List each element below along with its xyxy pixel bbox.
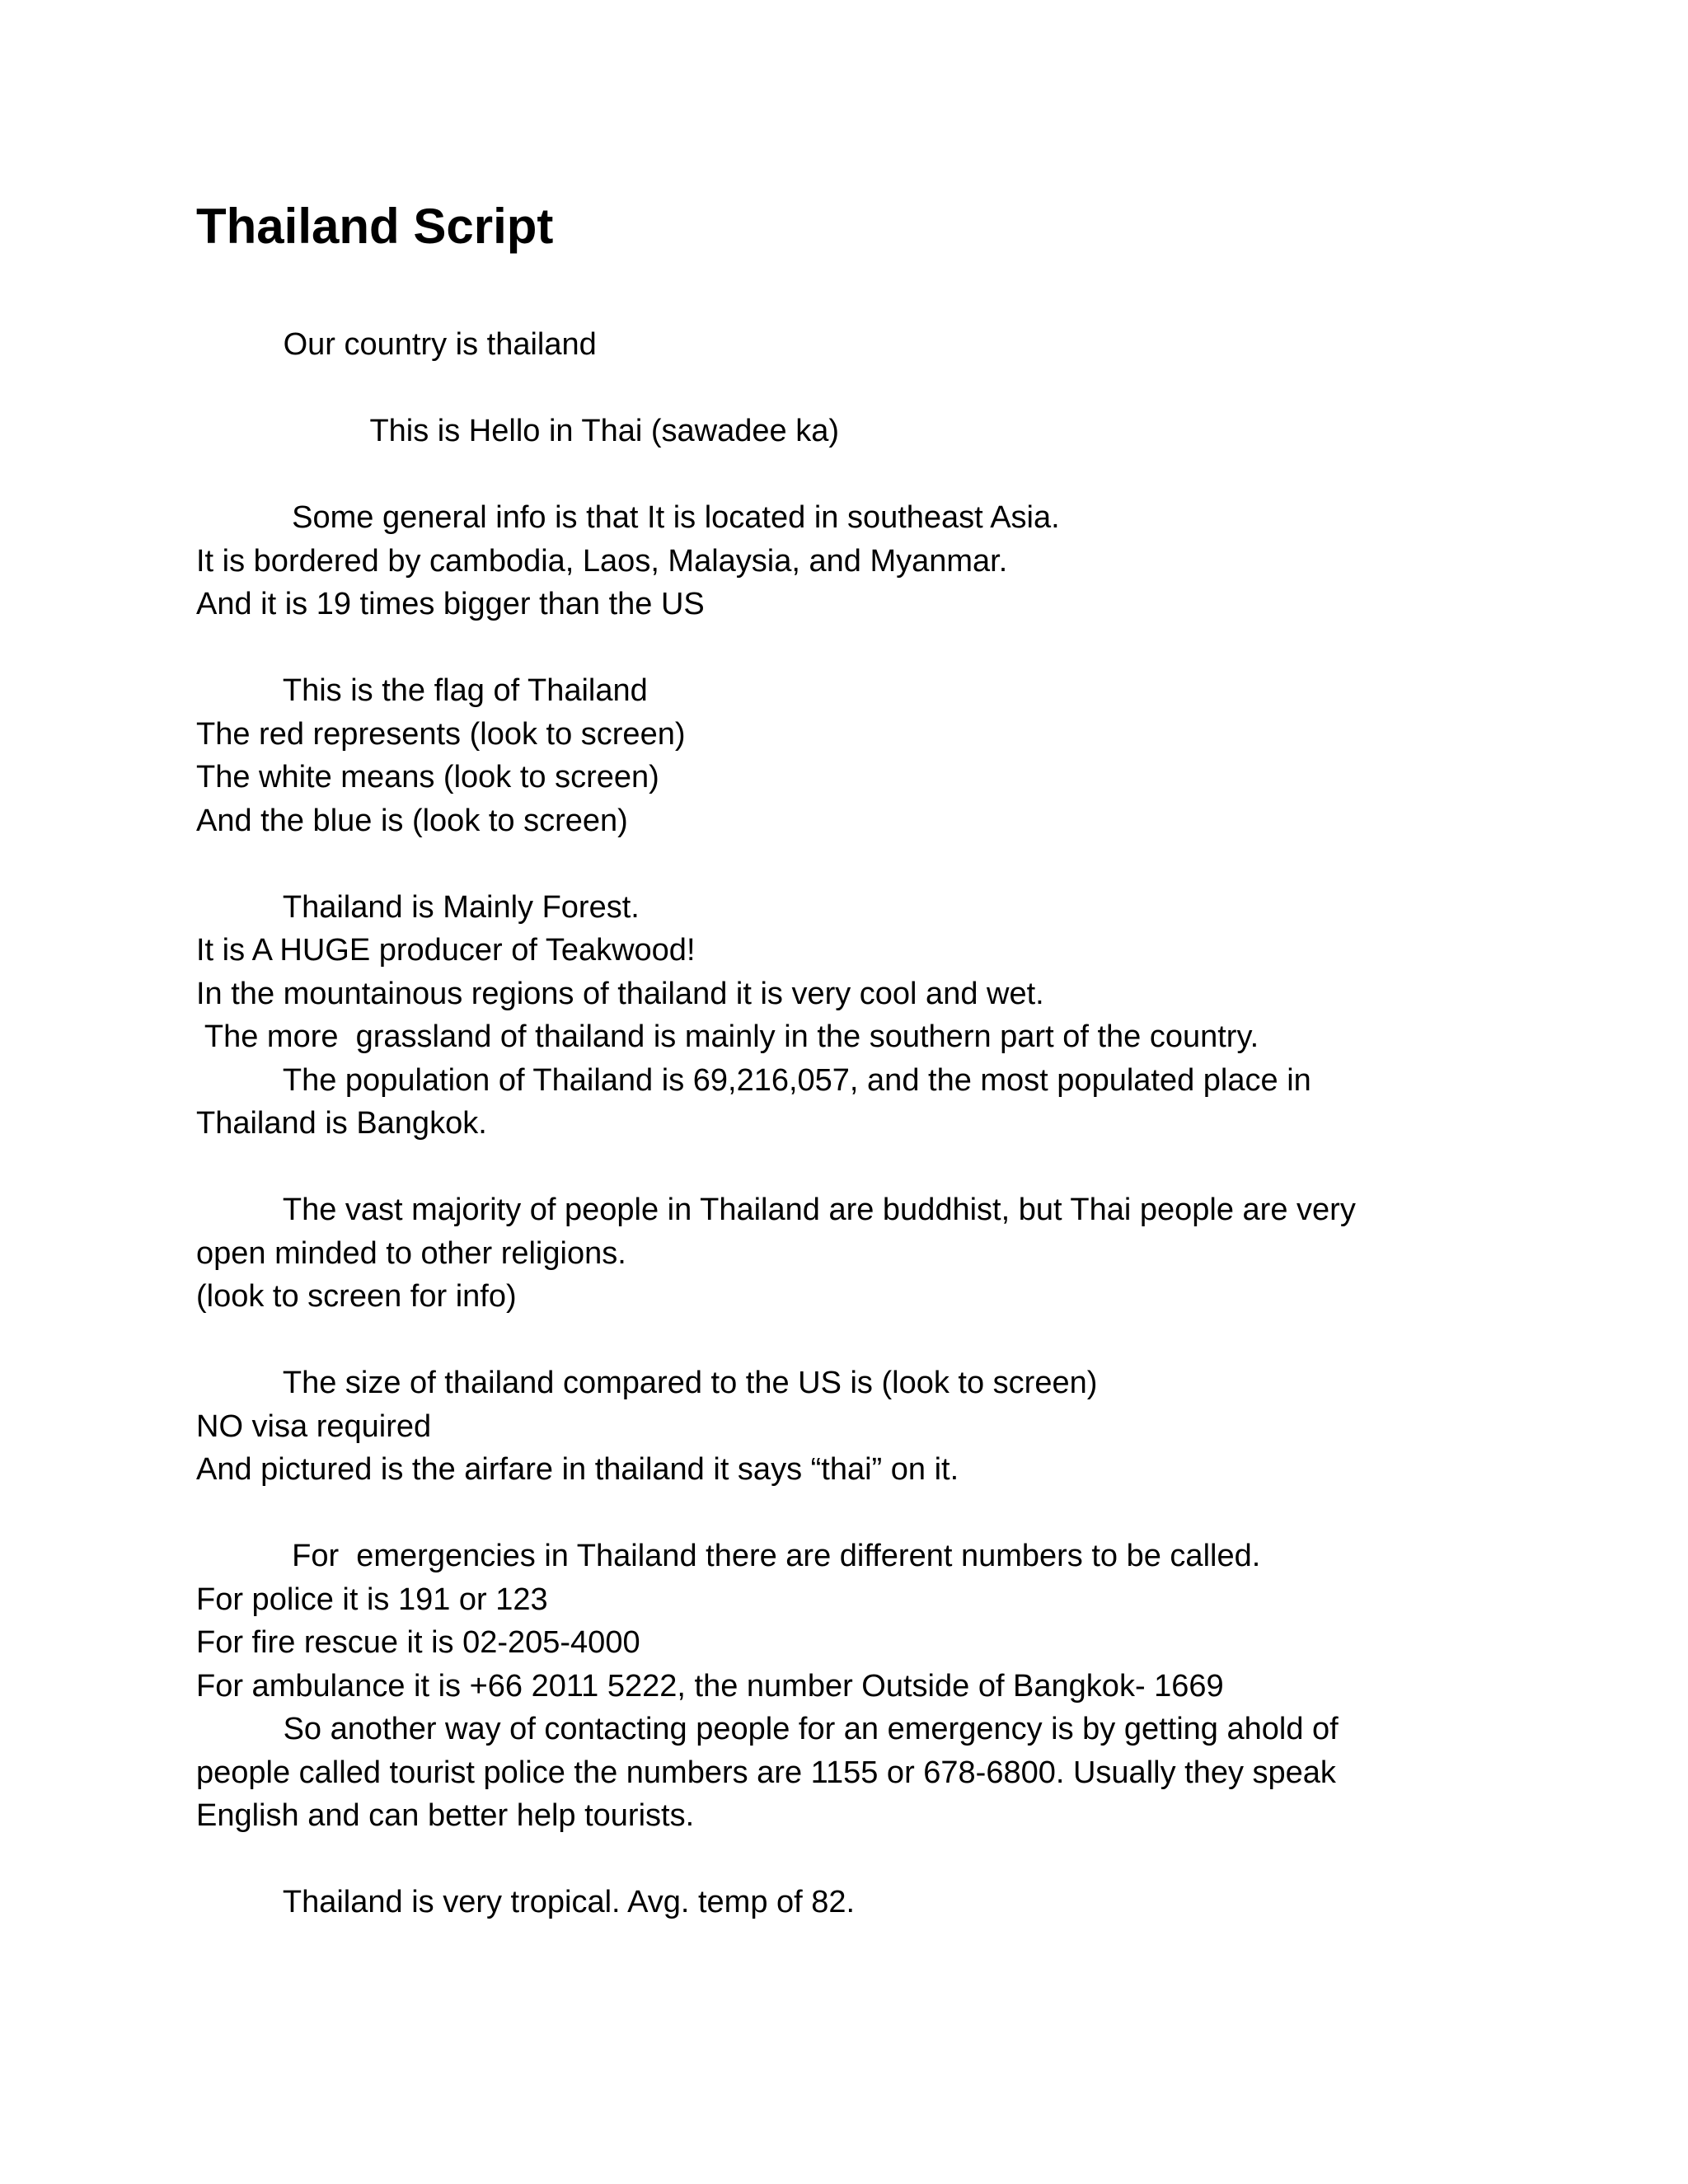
text-line: And the blue is (look to screen) xyxy=(196,803,628,838)
text-line: NO visa required xyxy=(196,1408,432,1444)
text-line: For ambulance it is +66 2011 5222, the number Outside of Bangkok- 1669 xyxy=(196,1668,1224,1704)
text-line: Thailand is Bangkok. xyxy=(196,1106,487,1141)
text-line: The white means (look to screen) xyxy=(196,760,659,794)
text-line: In the mountainous regions of thailand it is very cool and wet. xyxy=(196,976,1044,1011)
text-line xyxy=(196,1838,1531,1882)
text-line xyxy=(196,367,1531,410)
text-line: So another way of contacting people for an emergency is by getting ahold of xyxy=(196,1712,1339,1746)
text-line: It is A HUGE producer of Teakwood! xyxy=(196,933,696,968)
text-line xyxy=(196,626,1531,670)
text-line xyxy=(196,842,1531,886)
text-line: This is Hello in Thai (sawadee ka) xyxy=(196,414,840,448)
text-line: For emergencies in Thailand there are different numbers to be called. xyxy=(196,1539,1261,1573)
text-line: English and can better help tourists. xyxy=(196,1798,695,1833)
text-line xyxy=(196,1146,1531,1189)
text-line: Thailand is Mainly Forest. xyxy=(196,889,640,925)
text-line: Thailand is very tropical. Avg. temp of 82. xyxy=(196,1885,856,1919)
document-title: Thailand Script xyxy=(196,199,554,254)
text-line: The size of thailand compared to the US is (look to screen) xyxy=(196,1366,1098,1400)
text-line: And it is 19 times bigger than the US xyxy=(196,587,705,621)
text-line: This is the flag of Thailand xyxy=(196,673,648,708)
text-line: open minded to other religions. xyxy=(196,1235,626,1271)
text-line: It is bordered by cambodia, Laos, Malaysia, and Myanmar. xyxy=(196,543,1008,579)
text-line: The red represents (look to screen) xyxy=(196,716,686,752)
text-line: Some general info is that It is located in southeast Asia. xyxy=(196,500,1060,535)
text-line: The population of Thailand is 69,216,057, and the most populated place in xyxy=(196,1062,1311,1098)
text-line: For police it is 191 or 123 xyxy=(196,1582,548,1617)
text-line: (look to screen for info) xyxy=(196,1279,517,1314)
text-line xyxy=(196,1492,1531,1535)
text-line: And pictured is the airfare in thailand it says “thai” on it. xyxy=(196,1452,959,1487)
text-line: The more grassland of thailand is mainly in the southern part of the country. xyxy=(196,1019,1259,1054)
text-line xyxy=(196,453,1531,497)
text-line: For fire rescue it is 02-205-4000 xyxy=(196,1625,640,1660)
text-line: Our country is thailand xyxy=(196,327,597,362)
text-line: The vast majority of people in Thailand are buddhist, but Thai people are very xyxy=(196,1193,1356,1227)
document-body xyxy=(196,323,1531,1924)
text-line xyxy=(196,1319,1531,1362)
text-line: people called tourist police the numbers are 1155 or 678-6800. Usually they speak xyxy=(196,1755,1336,1790)
